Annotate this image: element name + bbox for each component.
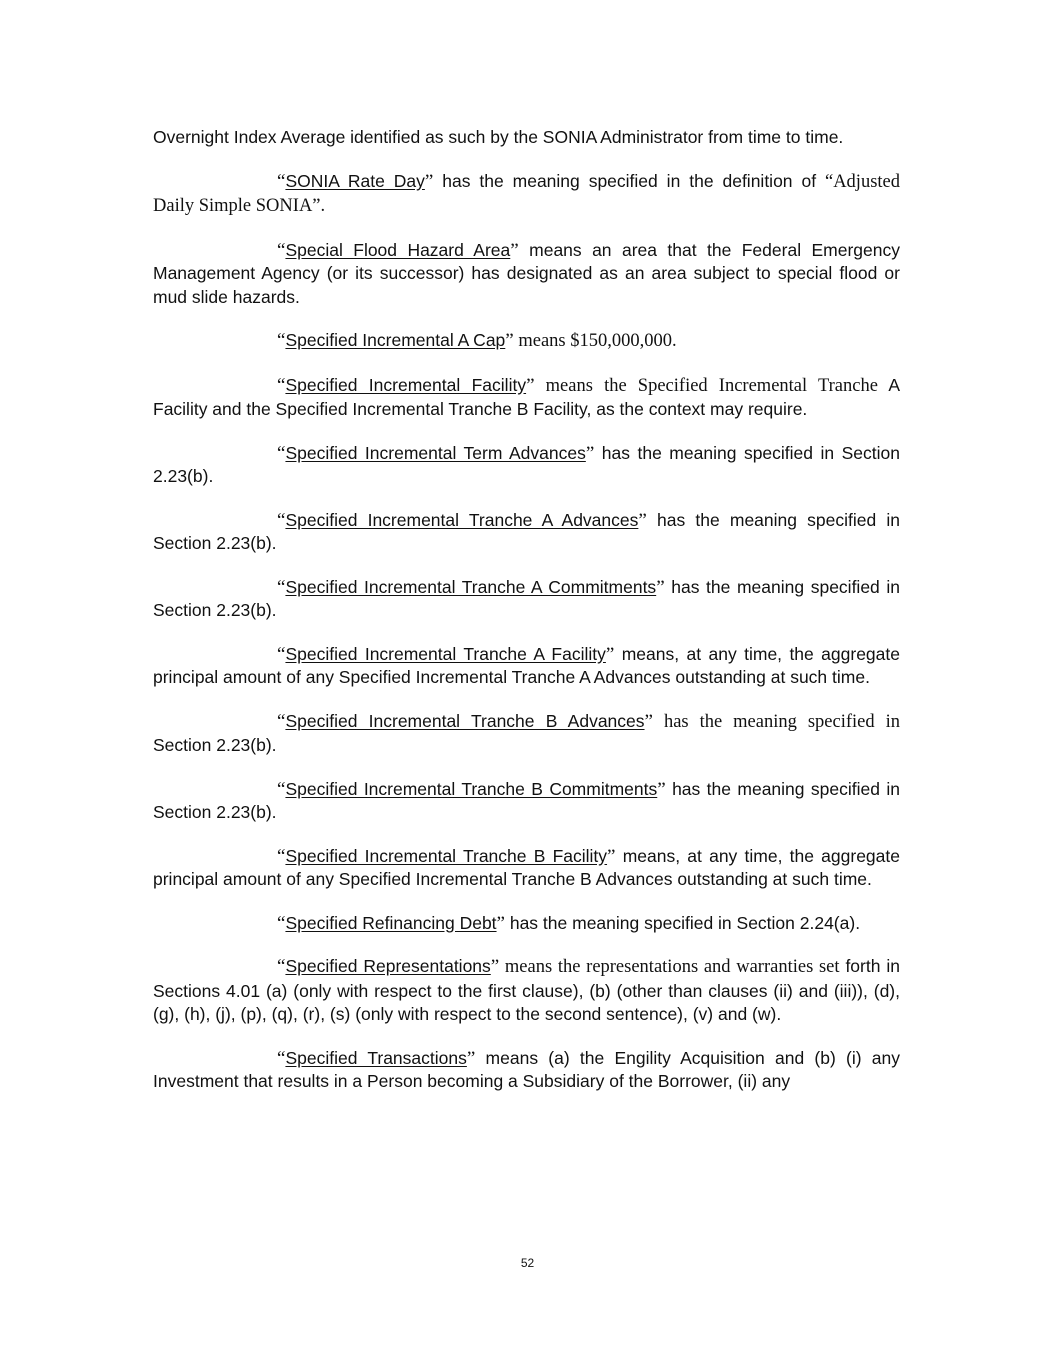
defined-term: Specified Incremental Tranche A Facility (285, 643, 606, 664)
defined-term: Specified Incremental Facility (285, 374, 527, 395)
definition-text: Section 2.23(b). (153, 735, 277, 755)
defined-term: Special Flood Hazard Area (285, 239, 511, 260)
definition-text: means the representations and warranties set (499, 957, 840, 977)
page-number: 52 (520, 1256, 535, 1270)
defined-term: Specified Incremental Tranche A Commitments (285, 576, 657, 597)
defined-term: Specified Incremental Term Advances (285, 442, 586, 463)
definition-text: has the meaning specified in Section 2.23(b). (153, 778, 900, 822)
definition-paragraph: “Specified Incremental Tranche B Facility” means, at any time, the aggregate principal amount of any Specified Incremental Tranche B Advances outstanding at such time. (153, 845, 900, 889)
definition-text: has the meaning specified in Section 2.23(b). (153, 442, 901, 486)
document-body (153, 126, 900, 1114)
definition-paragraph: “Specified Incremental Tranche B Commitments” has the meaning specified in Section 2.23(b). (153, 778, 900, 822)
definition-text: means an area that the Federal Emergency Management Agency (or its successor) has designated as an area subject to special flood or mud slide hazards. (153, 239, 901, 307)
definition-paragraph: “Specified Incremental Tranche A Advances” has the meaning specified in Section 2.23(b). (153, 509, 901, 553)
defined-term: Specified Representations (285, 956, 491, 976)
defined-term: Specified Incremental A Cap (285, 330, 506, 350)
definition-paragraph: “Specified Incremental Facility” means the Specified Incremental Tranche A Facility and the Specified Incremental Tranche B Facility, as the context may require. (153, 374, 900, 419)
definition-paragraph: “Specified Transactions” means (a) the Engility Acquisition and (b) (i) any Investment that results in a Person becoming a Subsidiary of the Borrower, (ii) any (153, 1047, 900, 1091)
defined-term: Specified Transactions (285, 1047, 467, 1068)
definition-text: means the Specified Incremental Tranche (534, 375, 878, 396)
defined-term: Specified Incremental Tranche B Advances (285, 710, 645, 731)
definition-text: means (a) the Engility Acquisition and (b) (i) any Investment that results in a Person becoming a Subsidiary of the Borrower, (ii) any (153, 1047, 900, 1091)
definition-text: means, at any time, the aggregate principal amount of any Specified Incremental Tranche A Advances outstanding at such time. (153, 643, 900, 687)
definition-paragraph: “Specified Incremental Tranche A Commitments” has the meaning specified in Section 2.23(b). (153, 576, 901, 620)
definition-paragraph: “Specified Refinancing Debt” has the meaning specified in Section 2.24(a). (277, 912, 861, 934)
defined-term: Specified Incremental Tranche B Commitments (285, 778, 658, 799)
definition-text: A Facility and the Specified Incremental Tranche B Facility, as the context may require. (153, 374, 900, 419)
definition-text: means $150,000,000. (513, 331, 677, 351)
definition-text: has the meaning specified in Section 2.24(a). (504, 912, 861, 933)
definition-text: has the meaning specified in Section 2.23(b). (153, 576, 901, 620)
definition-paragraph: “Specified Incremental Tranche A Facility” means, at any time, the aggregate principal amount of any Specified Incremental Tranche A Advances outstanding at such time. (153, 643, 900, 687)
definition-text: has the meaning specified in the definition of (433, 170, 825, 191)
definition-text: has the meaning specified in Section 2.23(b). (153, 509, 901, 553)
definition-paragraph: “Specified Incremental A Cap” means $150,000,000. (277, 330, 677, 351)
definition-text: forth in Sections 4.01 (a) (only with respect to the first clause), (b) (other than clauses (ii) and (iii)), (d), (g), (h), (j), (p), (q), (r), (s) (only with respect to the second sentence), (v) and (w). (153, 956, 900, 1024)
defined-term: Specified Incremental Tranche B Facility (285, 845, 608, 866)
paragraph-text: Overnight Index Average identified as such by the SONIA Administrator from time to time. (153, 127, 844, 147)
definition-paragraph: “Specified Incremental Tranche B Advances” has the meaning specified in Section 2.23(b). (153, 710, 900, 755)
definition-text: “Adjusted Daily Simple SONIA”. (153, 171, 900, 216)
definition-paragraph (153, 126, 900, 150)
definition-text: means, at any time, the aggregate principal amount of any Specified Incremental Tranche B Advances outstanding at such time. (153, 845, 900, 889)
definition-paragraph: “Specified Incremental Term Advances” has the meaning specified in Section 2.23(b). (153, 442, 901, 486)
defined-term: Specified Incremental Tranche A Advances (285, 509, 639, 530)
defined-term: SONIA Rate Day (285, 170, 425, 191)
definition-paragraph: “Specified Representations” means the representations and warranties set forth in Sections 4.01 (a) (only with respect to the first clause), (b) (other than clauses (ii) and (iii)), (d), (g), (h), (j), (p), (q), (r), (s) (only with respect to the second sentence), (v) and (w). (153, 956, 900, 1024)
definition-text: has the meaning specified in (652, 711, 900, 732)
defined-term: Specified Refinancing Debt (285, 912, 497, 933)
definition-paragraph: “SONIA Rate Day” has the meaning specified in the definition of “Adjusted Daily Simple SONIA”. (153, 170, 900, 216)
definition-paragraph: “Special Flood Hazard Area” means an area that the Federal Emergency Management Agency (or its successor) has designated as an area subject to special flood or mud slide hazards. (153, 239, 901, 307)
